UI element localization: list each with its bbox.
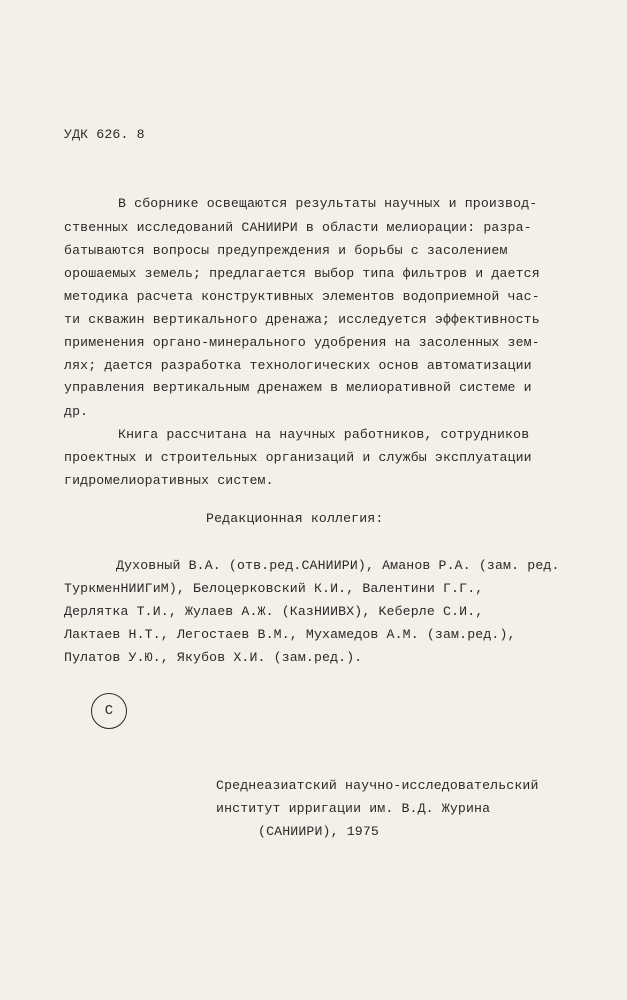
copyright-letter: С <box>104 703 114 719</box>
publisher-line: Среднеазиатский научно-исследовательский <box>216 778 539 793</box>
publisher-line: институт ирригации им. В.Д. Журина <box>216 801 491 816</box>
publisher-line: (САНИИРИ), 1975 <box>258 824 379 839</box>
board-line: Лактаев Н.Т., Легостаев В.М., Мухамедов А.М. (зам.ред.), <box>64 627 516 642</box>
copyright-icon <box>91 693 127 729</box>
board-line: Дерлятка Т.И., Жулаев А.Ж. (КазНИИВХ), Keберле С.И., <box>64 604 484 619</box>
audience-line: гидромелиоративных систем. <box>64 473 274 488</box>
audience-line: Книга рассчитана на научных работников, сотрудников <box>118 427 530 442</box>
abstract-line: др. <box>64 404 89 419</box>
abstract-line: В сборнике освещаются результаты научных и производ- <box>118 196 538 211</box>
abstract-line: ственных исследований САНИИРИ в области мелиорации: разра- <box>64 220 532 235</box>
board-line: ТуркменНИИГиМ), Белоцерковский К.И., Валентини Г.Г., <box>64 581 484 596</box>
abstract-line: орошаемых земель; предлагается выбор типа фильтров и дается <box>64 266 540 281</box>
audience-line: проектных и строительных организаций и службы эксплуатации <box>64 450 532 465</box>
board-line: Духовный В.А. (отв.ред.САНИИРИ), Аманов Р.А. (зам. ред. <box>116 558 560 573</box>
abstract-line: ти скважин вертикального дренажа; исследуется эффективность <box>64 312 540 327</box>
udk-code: УДК 626. 8 <box>64 127 145 142</box>
abstract-line: управления вертикальным дренажем в мелиоративной системе и <box>64 380 532 395</box>
abstract-line: применения органо-минерального удобрения на засоленных зем- <box>64 335 540 350</box>
abstract-line: методика расчета конструктивных элементов водоприемной час- <box>64 289 540 304</box>
editorial-board-heading: Редакционная коллегия: <box>206 511 384 526</box>
board-line: Пулатов У.Ю., Якубов Х.И. (зам.ред.). <box>64 650 363 665</box>
abstract-line: лях; дается разработка технологических основ автоматизации <box>64 358 532 373</box>
abstract-line: батываются вопросы предупреждения и борьбы с засолением <box>64 243 508 258</box>
